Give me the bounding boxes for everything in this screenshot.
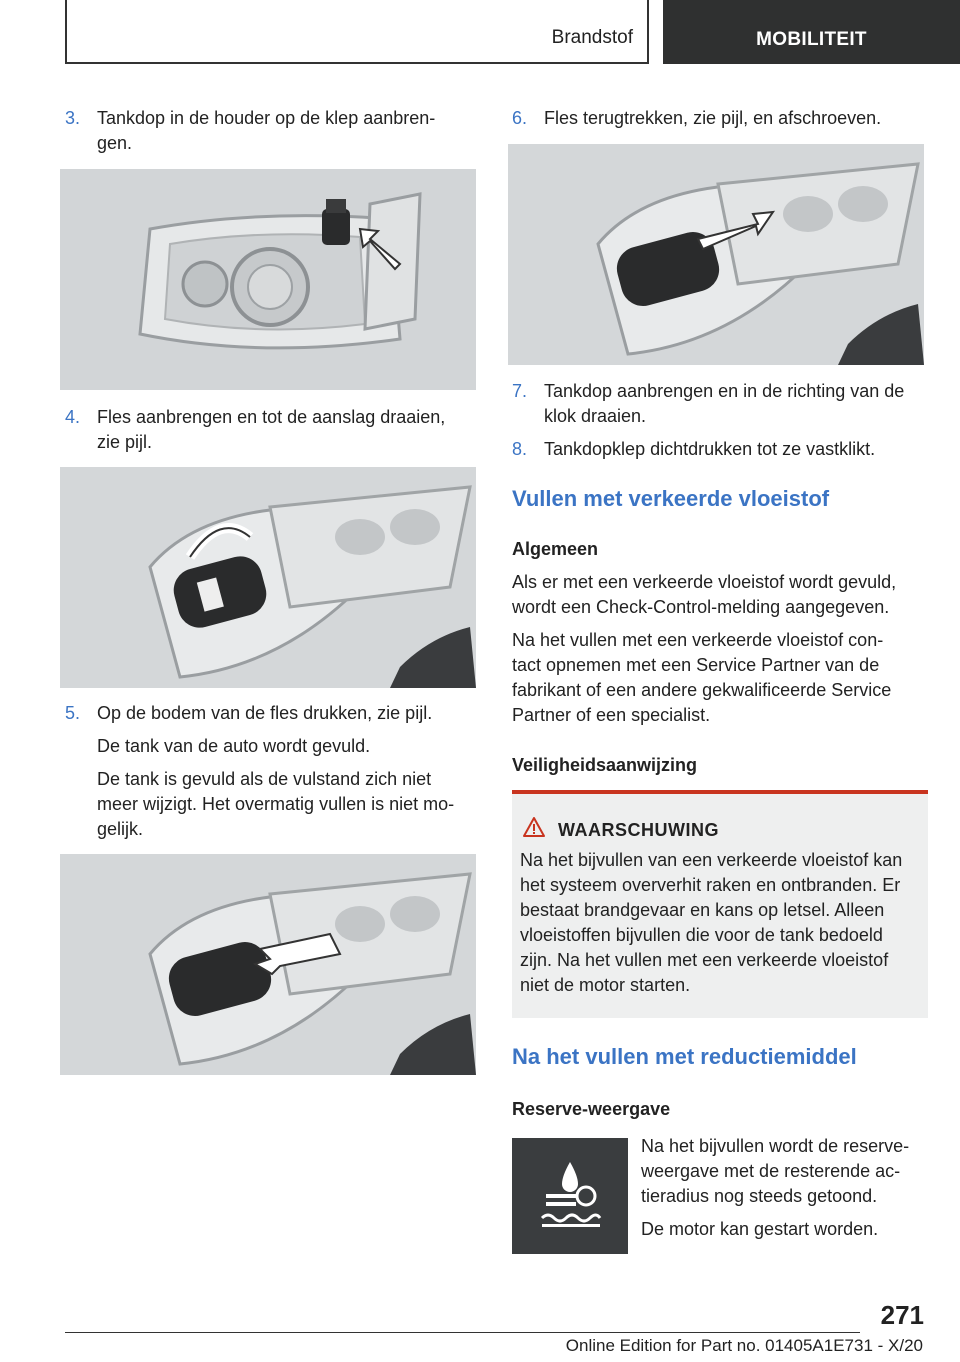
page-header <box>0 0 960 66</box>
warning-title: WAARSCHUWING <box>558 820 719 840</box>
step-number: 7. <box>512 381 528 401</box>
step-number: 6. <box>512 108 528 128</box>
step-text: zie pijl. <box>97 432 153 452</box>
heading-wrong-fluid: Vullen met verkeerde vloeistof <box>512 486 830 511</box>
warning-bar <box>512 790 928 794</box>
footer-divider <box>65 1332 860 1333</box>
step-number: 3. <box>65 108 81 128</box>
subheading-safety: Veiligheidsaanwijzing <box>512 755 698 775</box>
paragraph-engine-start: De motor kan gestart worden. <box>641 1219 879 1239</box>
section-title: Brandstof <box>551 27 633 48</box>
chapter-title: MOBILITEIT <box>756 29 867 50</box>
step-text: Tankdop aanbrengen en in de richting van de <box>544 381 905 401</box>
step-number: 8. <box>512 439 528 459</box>
footer-edition: Online Edition for Part no. 01405A1E731 - X/20 <box>565 1336 923 1355</box>
step-number: 4. <box>65 407 81 427</box>
step-5-detail: De tank is gevuld als de vulstand zich niet meer wijzigt. Het overmatig vullen is niet mo- gelijk. <box>97 769 455 839</box>
illustration-cap-holder <box>60 169 476 390</box>
paragraph-check-control: Als er met een verkeerde vloeistof wordt gevuld, wordt een Check-Control-melding aangegeven. <box>512 572 897 617</box>
step-text: klok draaien. <box>544 406 647 426</box>
paragraph-reserve: Na het bijvullen wordt de reserve- weergave met de resterende ac- tieradius nog steeds getoond. <box>641 1136 910 1206</box>
warning-text: Na het bijvullen van een verkeerde vloeistof kan het systeem oververhit raken en ontbranden. Er bestaat brandgevaar en kans op letsel. Alleen vloeistoffen bijvullen die voor de tank bedoeld zijn. Na het vullen met een verkeerde vloeistof niet de motor starten. <box>520 850 903 995</box>
paragraph-contact-service: Na het vullen met een verkeerde vloeistof con- tact opnemen met een Service Partner van de fabrikant of een andere gekwalificeerde Service Partner of een specialist. <box>512 630 892 725</box>
warning-triangle-icon <box>522 816 546 838</box>
subheading-general: Algemeen <box>512 539 599 559</box>
reserve-indicator-icon <box>512 1138 628 1254</box>
illustration-bottle-press <box>60 854 476 1075</box>
subheading-reserve: Reserve-weergave <box>512 1099 671 1119</box>
illustration-bottle-unscrew <box>508 144 924 365</box>
step-5-note: De tank van de auto wordt gevuld. <box>97 736 371 756</box>
illustration-bottle-attach <box>60 467 476 688</box>
step-text: Fles terugtrekken, zie pijl, en afschroeven. <box>544 108 882 128</box>
page-number: 271 <box>880 1300 924 1330</box>
step-text: gen. <box>97 133 133 153</box>
heading-reductant: Na het vullen met reductiemiddel <box>512 1044 857 1069</box>
step-text: Op de bodem van de fles drukken, zie pijl. <box>97 703 433 723</box>
step-number: 5. <box>65 703 81 723</box>
chapter-tab <box>663 0 960 64</box>
section-box <box>65 0 649 64</box>
step-text: Tankdopklep dichtdrukken tot ze vastklikt. <box>544 439 876 459</box>
step-text: Fles aanbrengen en tot de aanslag draaien, <box>97 407 446 427</box>
step-text: Tankdop in de houder op de klep aanbren- <box>97 108 436 128</box>
warning-box <box>512 790 928 1018</box>
